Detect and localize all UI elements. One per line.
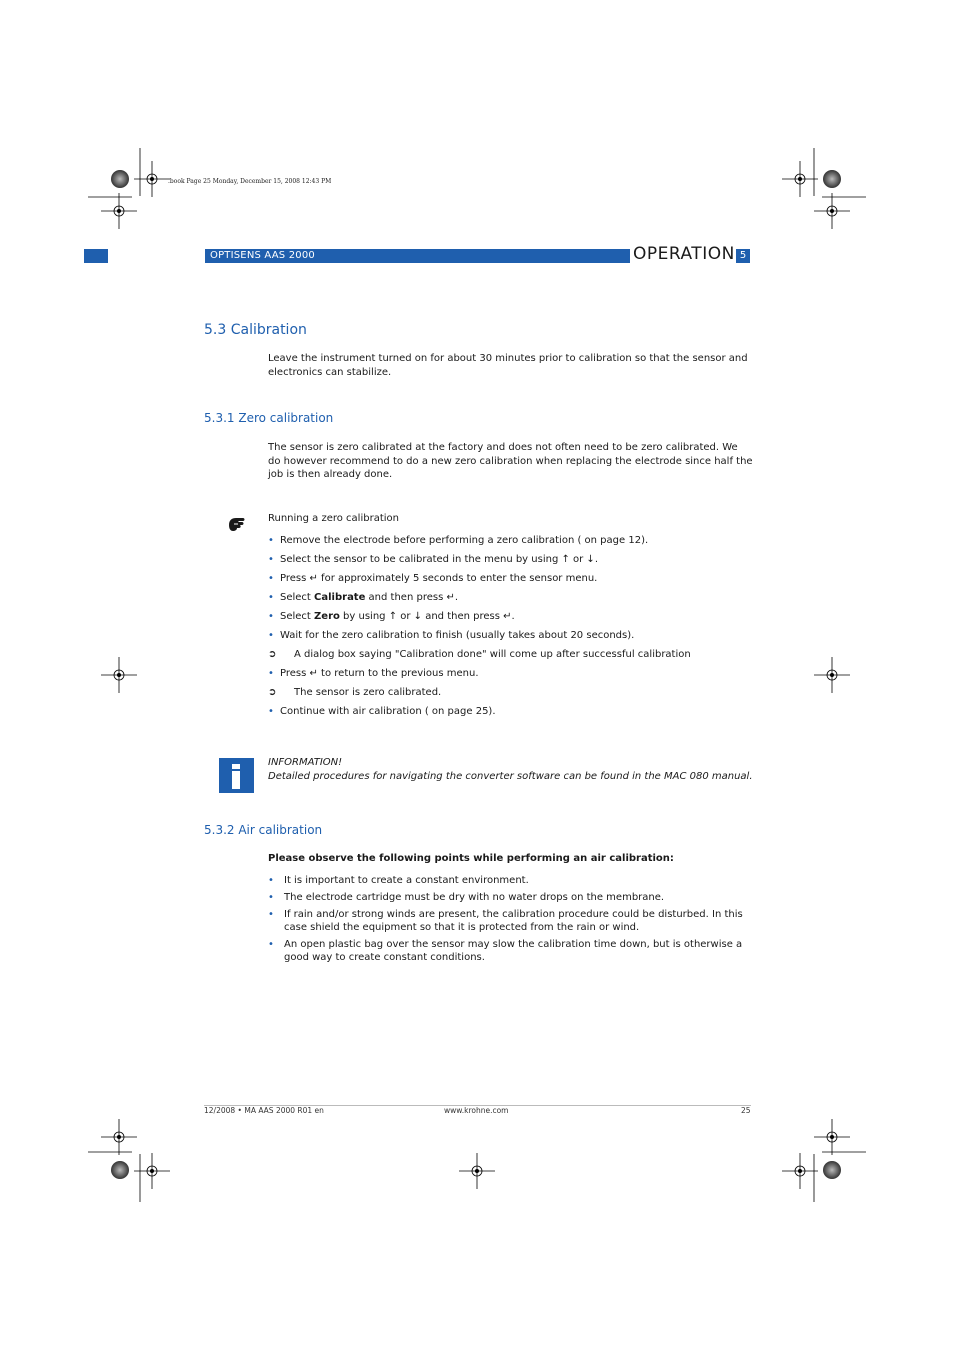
- procedure-result: ➲ The sensor is zero calibrated.: [268, 687, 442, 698]
- zero-calibration-paragraph: The sensor is zero calibrated at the factory and does not often need to be zero calibrated. We do however recommend to do a new zero calibration when replacing the electrode since half the job is then already done.: [268, 442, 753, 480]
- section-intro: Leave the instrument turned on for about 30 minutes prior to calibration so that the sensor and electronics can stabilize.: [268, 353, 748, 378]
- print-metadata: .book Page 25 Monday, December 15, 2008 12:43 PM: [168, 178, 332, 185]
- procedure-step: • Remove the electrode before performing a zero calibration ( on page 12).: [268, 535, 649, 546]
- chapter-title: OPERATION: [633, 244, 735, 264]
- air-calibration-lead: Please observe the following points while performing an air calibration:: [268, 853, 674, 864]
- procedure-step: • Press ↵ for approximately 5 seconds to enter the sensor menu.: [268, 573, 598, 584]
- menu-item-zero: Zero: [314, 611, 340, 622]
- hand-pointer-icon: [228, 516, 246, 532]
- header-product-name: OPTISENS AAS 2000: [210, 250, 315, 261]
- footer-website: www.krohne.com: [444, 1106, 509, 1115]
- procedure-title: Running a zero calibration: [268, 513, 399, 524]
- footer-doc-id: 12/2008 • MA AAS 2000 R01 en: [204, 1106, 324, 1115]
- procedure-step: • Select Zero by using ↑ or ↓ and then press ↵.: [268, 611, 515, 622]
- procedure-step: • Continue with air calibration ( on page 25).: [268, 706, 496, 717]
- chapter-number-badge: 5: [736, 249, 750, 263]
- procedure-result: ➲ A dialog box saying "Calibration done" will come up after successful calibration: [268, 649, 691, 660]
- header-accent-block: [84, 249, 108, 263]
- information-title: INFORMATION!: [268, 757, 343, 768]
- list-item: • The electrode cartridge must be dry with no water drops on the membrane.: [268, 892, 665, 903]
- information-icon-stem: [232, 771, 240, 789]
- information-icon-dot: [232, 764, 240, 769]
- list-item: • It is important to create a constant environment.: [268, 875, 529, 886]
- procedure-step: • Select Calibrate and then press ↵.: [268, 592, 459, 603]
- list-item: • An open plastic bag over the sensor may slow the calibration time down, but is otherwise a good way to create constant conditions.: [268, 939, 743, 963]
- air-calibration-heading: 5.3.2 Air calibration: [204, 823, 323, 837]
- section-heading: 5.3 Calibration: [204, 322, 307, 338]
- menu-item-calibrate: Calibrate: [314, 592, 366, 603]
- zero-calibration-heading: 5.3.1 Zero calibration: [204, 411, 334, 425]
- information-text: Detailed procedures for navigating the converter software can be found in the MAC 080 manual.: [268, 771, 753, 782]
- footer-page-number: 25: [741, 1106, 751, 1115]
- procedure-step: • Press ↵ to return to the previous menu.: [268, 668, 479, 679]
- procedure-step: • Wait for the zero calibration to finish (usually takes about 20 seconds).: [268, 630, 635, 641]
- procedure-step: • Select the sensor to be calibrated in the menu by using ↑ or ↓.: [268, 554, 598, 565]
- list-item: • If rain and/or strong winds are present, the calibration procedure could be disturbed. In this case shield the equipment so that it is protected from the rain or wind.: [268, 909, 743, 933]
